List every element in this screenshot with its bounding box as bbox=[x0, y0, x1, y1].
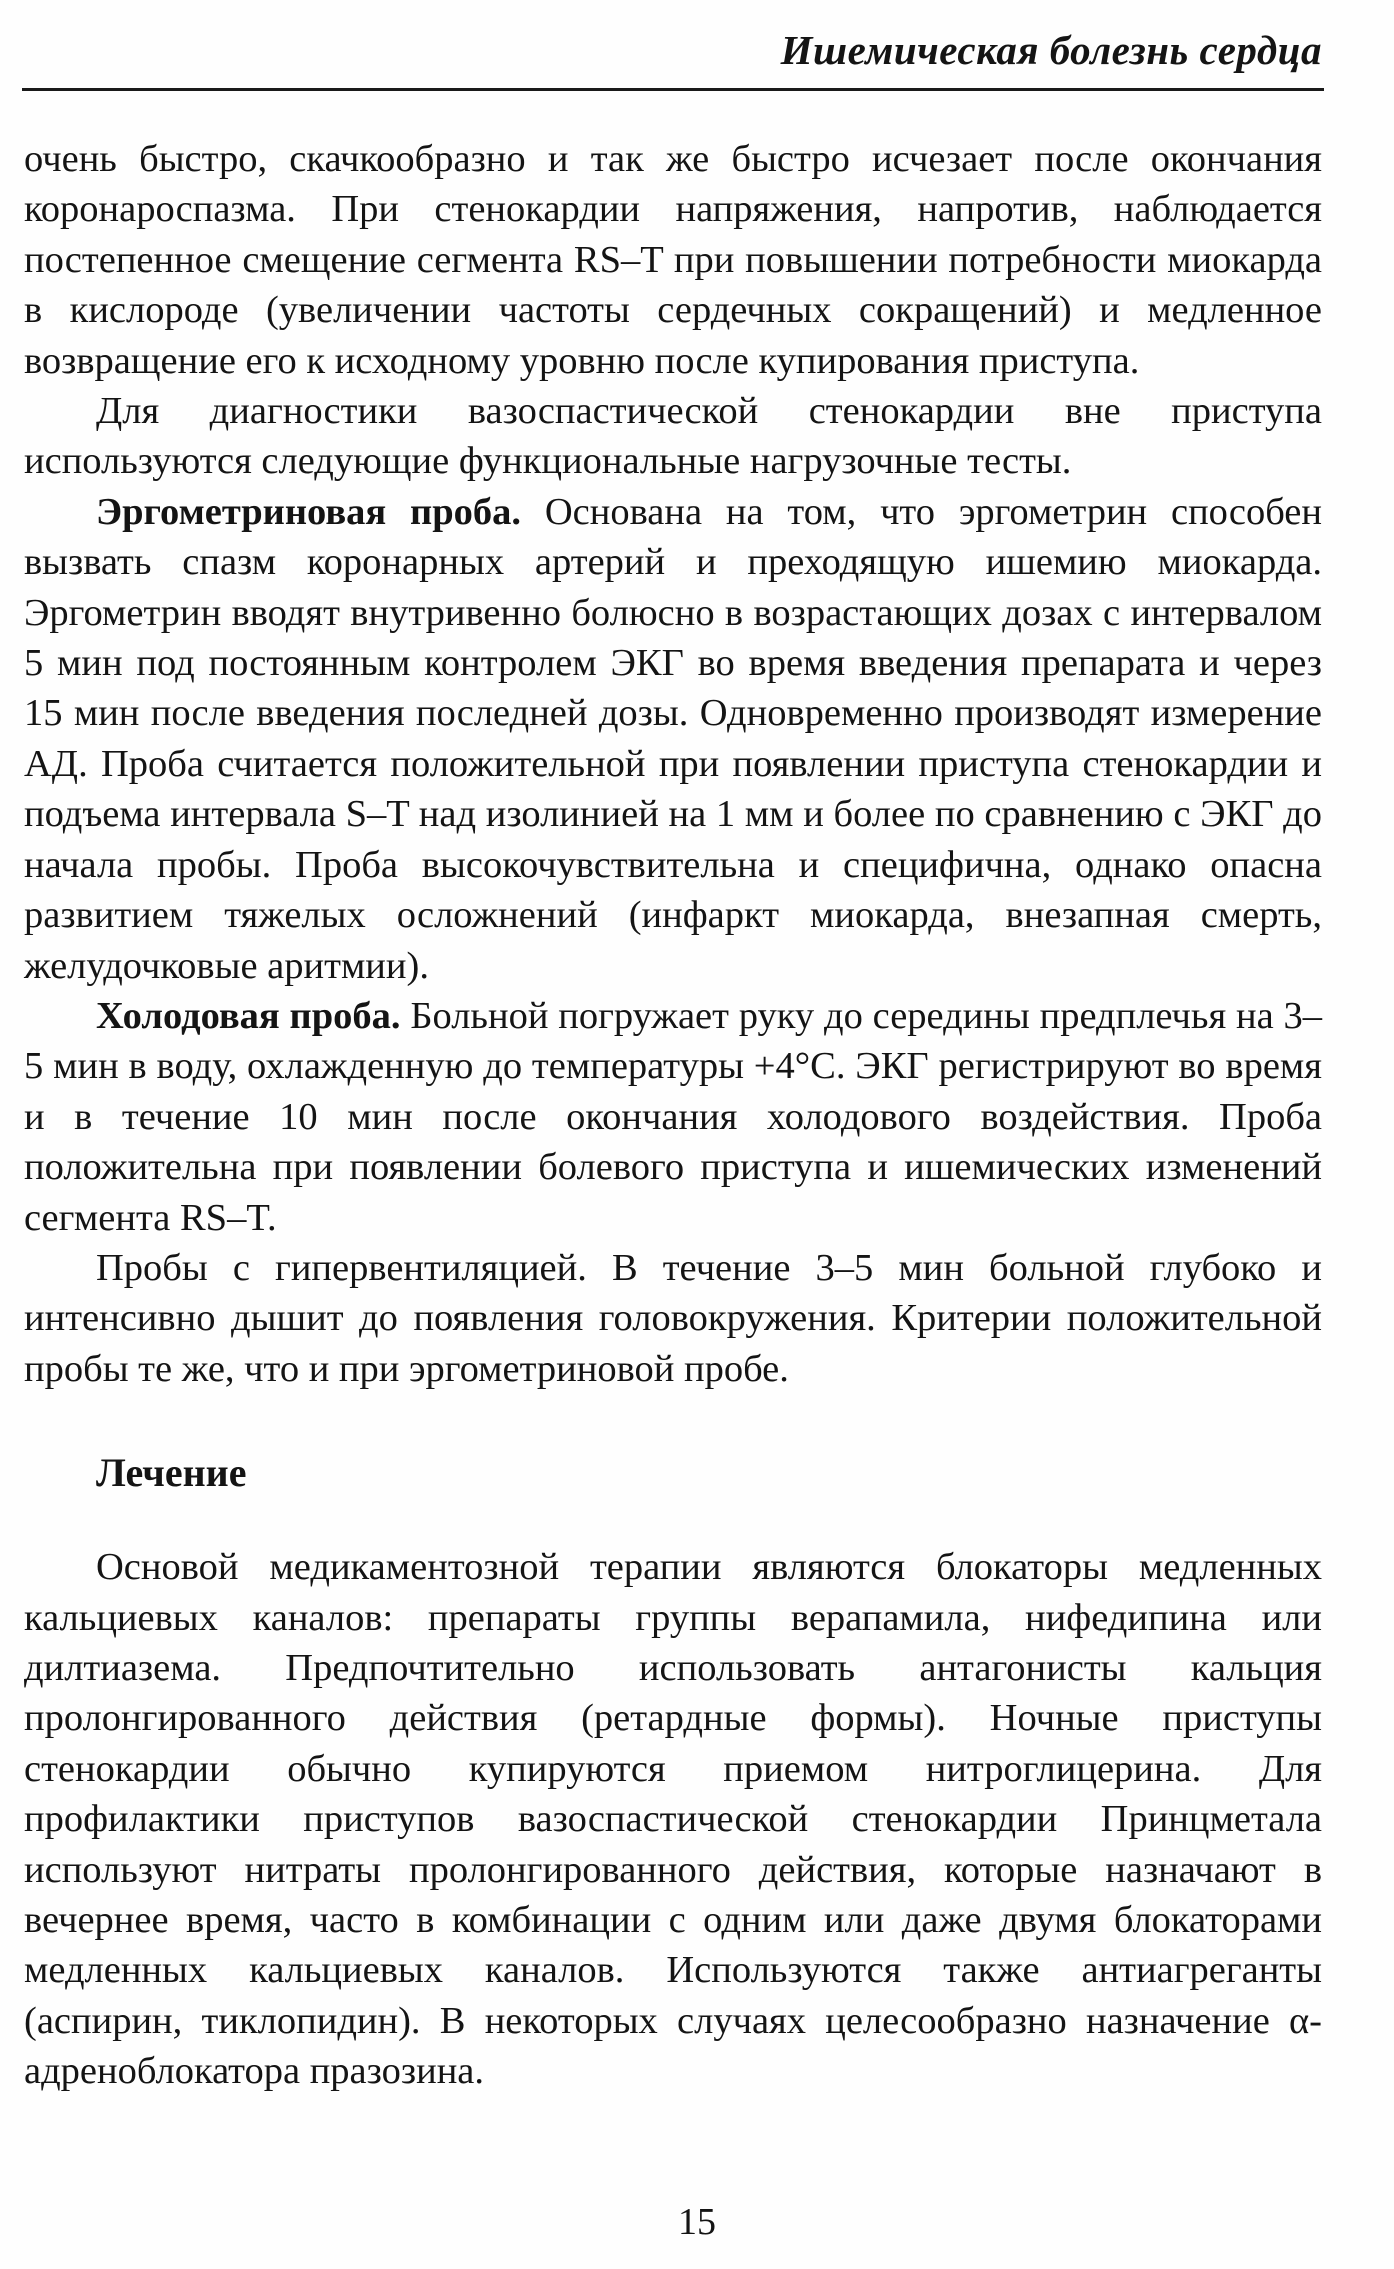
term-ergometrine-test: Эргометриновая проба. bbox=[96, 490, 522, 533]
paragraph-treatment: Основой медикаментозной терапии являются блокаторы медленных кальциевых каналов: препараты группы верапамила, нифедипина или дилтиазема. Предпочтительно использовать антагонисты кальция пролонгированного действия (ретардные формы). Ночные приступы стенокардии обычно купируются приемом нитроглицерина. Для профилактики приступов вазоспастической стенокардии Принцметала используют нитраты пролонгированного действия, которые назначают в вечернее время, часто в комбинации с одним или даже двумя блокаторами медленных кальциевых каналов. Используются также антиагреганты (аспирин, тиклопидин). В некоторых случаях целесообразно назначение α-адреноблокатора празозина. bbox=[24, 1546, 1322, 2093]
header-rule bbox=[22, 88, 1324, 91]
running-title: Ишемическая болезнь сердца bbox=[780, 27, 1322, 73]
paragraph-hyperventilation-test: Пробы с гипервентиляцией. В течение 3–5 мин больной глубоко и интенсивно дышит до появления головокружения. Критерии положительной пробы те же, что и при эргометриновой пробе. bbox=[24, 1246, 1322, 1390]
cold-test-text: Больной погружает руку до середины предплечья на 3–5 мин в воду, охлажденную до температуры +4°С. ЭКГ регистрируют во время и в течение 10 мин после окончания холодового воздействия. Проба положительна при появлении болевого приступа и ишемических изменений сегмента RS–T. bbox=[24, 994, 1322, 1239]
section-heading-treatment: Лечение bbox=[96, 1450, 247, 1496]
ergometrine-test-text: Основана на том, что эргометрин способен вызвать спазм коронарных артерий и преходящую ишемию миокарда. Эргометрин вводят внутривенно болюсно в возрастающих дозах с интервалом 5 мин под постоянным контролем ЭКГ во время введения препарата и через 15 мин после введения последней дозы. Одновременно производят измерение АД. Проба считается положительной при появлении приступа стенокардии и подъема интервала S–T над изолинией на 1 мм и более по сравнению с ЭКГ до начала пробы. Проба высокочувствительна и специфична, однако опасна развитием тяжелых осложнений (инфаркт миокарда, внезапная смерть, желудочковые аритмии). bbox=[24, 490, 1323, 987]
page-number: 15 bbox=[678, 2201, 716, 2243]
paragraph-ergometrine-test bbox=[24, 487, 1322, 991]
paragraph-diagnostics: Для диагностики вазоспастической стенокардии вне приступа используются следующие функциональные нагрузочные тесты. bbox=[24, 390, 1322, 483]
paragraph-continuation: очень быстро, скачкообразно и так же быстро исчезает после окончания коронароспазма. При стенокардии напряжения, напротив, наблюдается постепенное смещение сегмента RS–T при повышении потребности миокарда в кислороде (увеличении частоты сердечных сокращений) и медленное возвращение его к исходному уровню после купирования приступа. bbox=[24, 138, 1322, 382]
page-body bbox=[24, 134, 1322, 2097]
paragraph-cold-test bbox=[24, 991, 1322, 1243]
term-cold-test: Холодовая проба. bbox=[96, 994, 401, 1037]
